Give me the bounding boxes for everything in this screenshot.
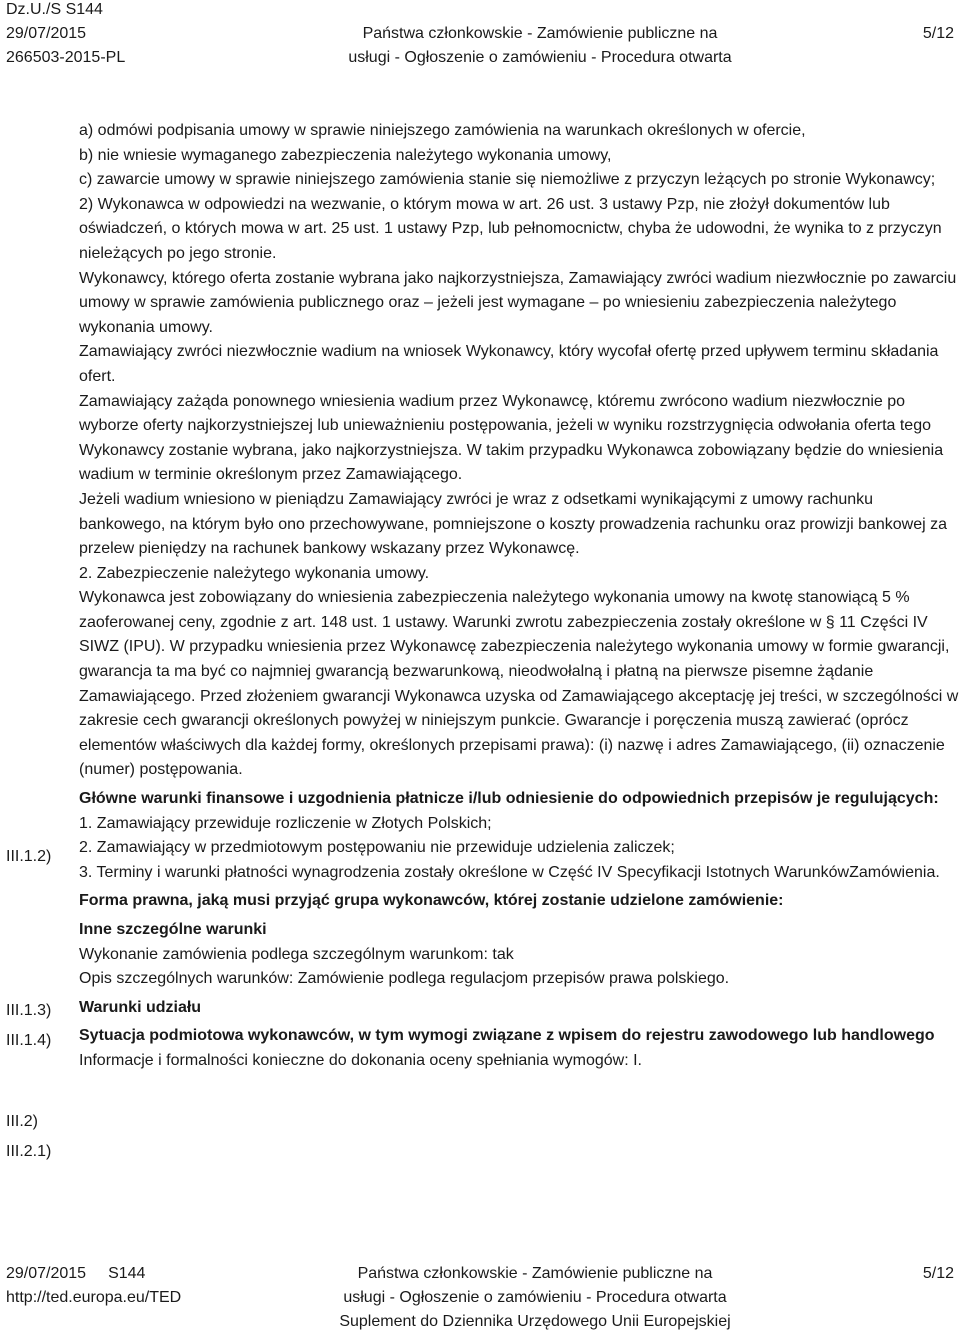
- paragraph: 1. Zamawiający przewiduje rozliczenie w Złotych Polskich;: [79, 814, 492, 832]
- paragraph: b) nie wniesie wymaganego zabezpieczenia należytego wykonania umowy,: [79, 146, 612, 164]
- paragraph: Zamawiający zażąda ponownego wniesienia wadium przez Wykonawcę, któremu zwrócono wadium niezwłocznie po wyborze oferty najkorzystniejszej lub unieważnieniu postępowania, jeżeli w wyniku rozstrzygnięcia odwołania oferta tego Wykonawcy zostanie wybrana, jako najkorzystniejsza. W takim przypadku Wykonawca zobowiązany będzie do wniesienia wadium w terminie określonym przez Zamawiającego.: [79, 392, 944, 484]
- header-page-number: 5/12: [922, 25, 954, 42]
- paragraph: Opis szczególnych warunków: Zamówienie podlega regulacjom przepisów prawa polskiego.: [79, 970, 730, 988]
- paragraph: 2. Zabezpieczenie należytego wykonania umowy.: [79, 564, 430, 582]
- paragraph: Zamawiający zwróci niezwłocznie wadium na wniosek Wykonawcy, który wycofał ofertę przed upływem terminu składania ofert.: [79, 343, 939, 385]
- paragraph: Informacje i formalności konieczne do dokonania oceny spełniania wymogów: I.: [79, 1051, 642, 1069]
- section-heading-participation: Warunki udziału: [79, 998, 202, 1016]
- header-title-line-2: usługi - Ogłoszenie o zamówieniu - Procedura otwarta: [348, 49, 732, 66]
- footer-url-link[interactable]: http://ted.europa.eu/TED: [6, 1289, 182, 1306]
- header-date: 29/07/2015: [6, 25, 87, 42]
- header-title-line-1: Państwa członkowskie - Zamówienie publiczne na: [362, 25, 718, 42]
- paragraph: 3. Terminy i warunki płatności wynagrodzenia zostały określone w Część IV Specyfikacji Istotnych WarunkówZamówienia.: [79, 863, 940, 881]
- section-heading-financial: Główne warunki finansowe i uzgodnienia płatnicze i/lub odniesienie do odpowiednich przepisów je regulujących:: [79, 790, 939, 808]
- paragraph: 2) Wykonawca w odpowiedzi na wezwanie, o którym mowa w art. 26 ust. 3 ustawy Pzp, nie złożył dokumentów lub oświadczeń, o których mowa w art. 25 ust. 1 ustawy Pzp, lub pełnomocnictw, chyba że udowodni, że wynika to z przyczyn nieleżących po jego stronie.: [79, 195, 942, 262]
- header-left: [6, 0, 125, 70]
- paragraph: Wykonanie zamówienia podlega szczególnym warunkom: tak: [79, 945, 514, 963]
- section-number: III.2.1): [6, 1143, 52, 1160]
- section-number: III.1.2): [6, 848, 52, 865]
- paragraph: 2. Zamawiający w przedmiotowym postępowaniu nie przewiduje udzielenia zaliczek;: [79, 839, 675, 857]
- section-heading-personal-situation: Sytuacja podmiotowa wykonawców, w tym wymogi związane z wpisem do rejestru zawodowego lub handlowego: [79, 1027, 935, 1045]
- footer-title: [300, 1262, 770, 1334]
- section-heading-special-conditions: Inne szczególne warunki: [79, 921, 267, 938]
- footer-title-line-3: Suplement do Dziennika Urzędowego Unii Europejskiej: [339, 1313, 731, 1330]
- section-number: III.1.3): [6, 1002, 52, 1019]
- section-number: III.1.4): [6, 1032, 52, 1049]
- section-heading-legal-form: Forma prawna, jaką musi przyjąć grupa wykonawców, której zostanie udzielone zamówienie:: [79, 892, 784, 910]
- page-footer: [0, 1262, 960, 1334]
- notice-number: 266503-2015-PL: [6, 49, 126, 66]
- document-body: [79, 119, 959, 1074]
- paragraph: Wykonawca jest zobowiązany do wniesienia zabezpieczenia należytego wykonania umowy na kwotę stanowiącą 5 % zaoferowanej ceny, zgodnie z art. 148 ust. 1 ustawy. Warunki zwrotu zabezpieczenia zostały określone w § 11 Części IV SIWZ (IPU). W przypadku wniesienia przez Wykonawcę zabezpieczenia należytego wykonania umowy w formie gwarancji, gwarancja ta ma być co najmniej gwarancją bezwarunkową, nieodwołalną i płatną na pierwsze pisemne żądanie Zamawiającego. Przed złożeniem gwarancji Wykonawca uzyska od Zamawiającego akceptację jej treści, w szczególności w zakresie cech gwarancji określonych powyżej w niniejszym punkcie. Gwarancje i poręczenia muszą zawierać (oprócz elementów właściwych dla każdej formy, określonych przepisami prawa): (i) nazwę i adres Zamawiającego, (ii) oznaczenie (numer) postępowania.: [79, 589, 959, 779]
- footer-date: 29/07/2015: [6, 1265, 87, 1282]
- paragraph: a) odmówi podpisania umowy w sprawie niniejszego zamówienia na warunkach określonych w ofercie,: [79, 122, 806, 139]
- paragraph: Wykonawcy, którego oferta zostanie wybrana jako najkorzystniejsza, Zamawiający zwróci wadium niezwłocznie po zawarciu umowy w sprawie zamówienia publicznego oraz – jeżeli jest wymagane – po wniesieniu zabezpieczenia należytego wykonania umowy.: [79, 269, 957, 336]
- page-header: [0, 0, 960, 72]
- header-title: [310, 22, 770, 70]
- footer-page-number: 5/12: [922, 1265, 954, 1282]
- paragraph: Jeżeli wadium wniesiono w pieniądzu Zamawiający zwróci je wraz z odsetkami wynikającymi z umowy rachunku bankowego, na którym było ono przechowywane, pomniejszone o koszty prowadzenia rachunku oraz prowizji bankowej za przelew pieniędzy na rachunek bankowy wskazany przez Wykonawcę.: [79, 490, 948, 558]
- footer-title-line-2: usługi - Ogłoszenie o zamówieniu - Procedura otwarta: [343, 1289, 727, 1306]
- journal-ref: Dz.U./S S144: [6, 1, 103, 18]
- footer-issue: S144: [108, 1265, 146, 1282]
- footer-date-issue: [6, 1262, 145, 1286]
- footer-title-line-1: Państwa członkowskie - Zamówienie publiczne na: [357, 1265, 713, 1282]
- section-number: III.2): [6, 1113, 39, 1130]
- paragraph: c) zawarcie umowy w sprawie niniejszego zamówienia stanie się niemożliwe z przyczyn leżących po stronie Wykonawcy;: [79, 171, 936, 189]
